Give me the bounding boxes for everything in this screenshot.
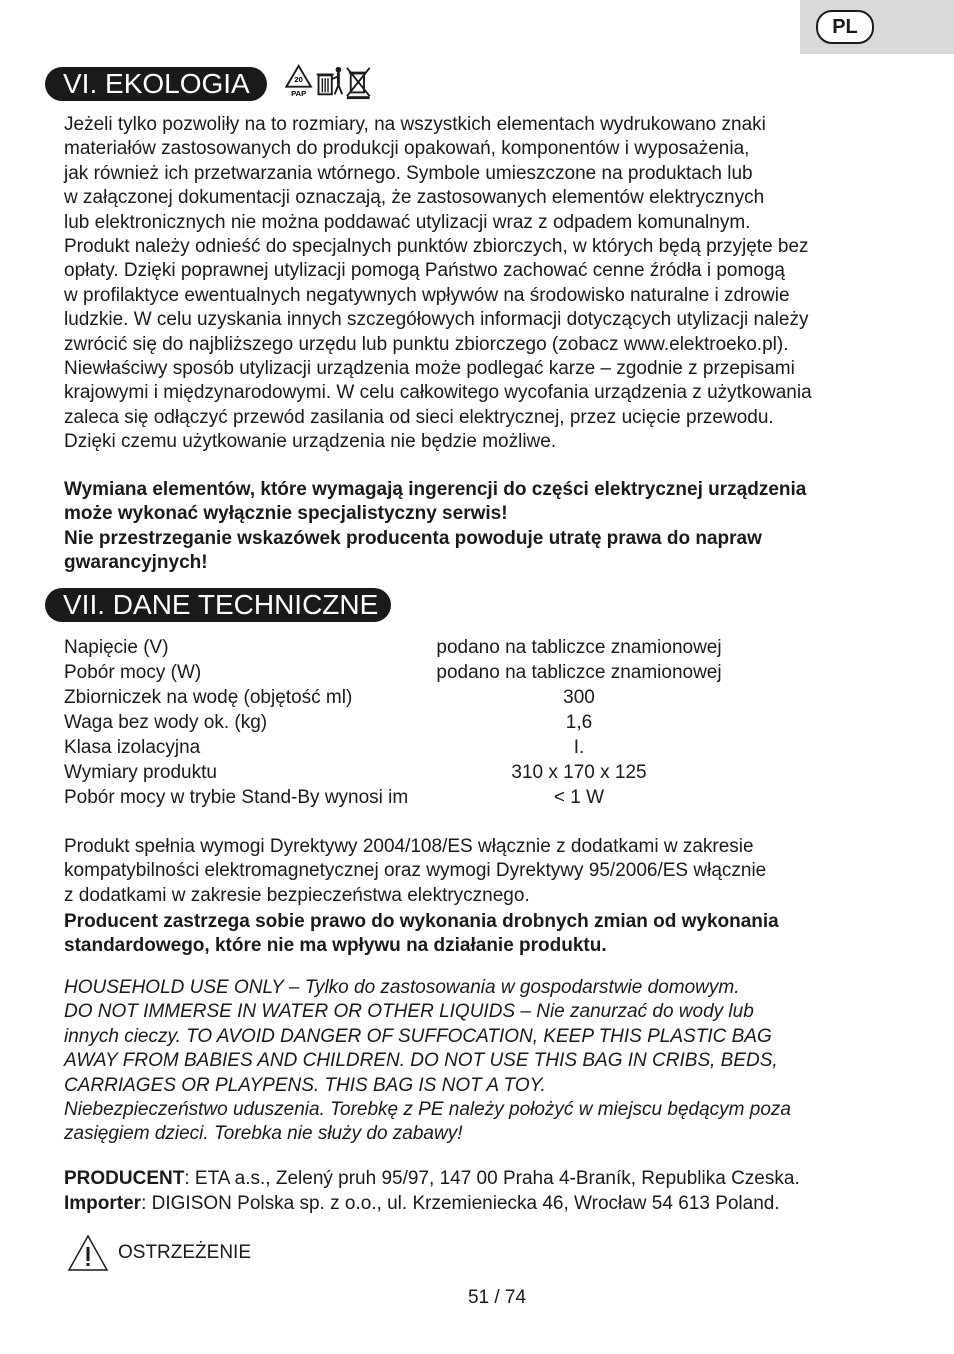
spec-label: Klasa izolacyjna [64,737,201,758]
importer-line [64,1192,884,1216]
spec-row [64,635,824,660]
safety-warning-text: HOUSEHOLD USE ONLY – Tylko do zastosowania w gospodarstwie domowym. DO NOT IMMERSE IN WATER OR OTHER LIQUIDS – Nie zanurzać do wody lub innych cieczy. TO AVOID DANGER OF SUFFOCATION, KEEP THIS PLASTIC BAG AWAY FROM BABIES AND CHILDREN. DO NOT USE THIS BAG IN CRIBS, BEDS, CARRIAGES OR PLAYPENS. THIS BAG IS NOT A TOY. Niebezpieczeństwo uduszenia. Torebkę z PE należy położyć w miejscu będącym poza zasięgiem dzieci. Torebka nie służy do zabawy! [64,977,791,1145]
directive-paragraph: Produkt spełnia wymogi Dyrektywy 2004/108/ES włącznie z dodatkami w zakresie kompatybilności elektromagnetycznej oraz wymogi Dyrektywy 95/2006/ES włącznie z dodatkami w zakresie bezpieczeństwa elektrycznego. [64,836,767,906]
section-heading-technical: VII. DANE TECHNICZNE [45,588,391,622]
importer-label: Importer [64,1193,142,1214]
ecology-paragraph: Jeżeli tylko pozwoliły na to rozmiary, na wszystkich elementach wydrukowano znaki materiałów zastosowanych do produkcji opakowań, komponentów i wyposażenia, jak również ich przetwarzania wtórnego. Symbole umieszczone na produktach lub w załączonej dokumentacji oznaczają, że zastosowanych elementów elektrycznych lub elektronicznych nie można poddawać utylizacji wraz z odpadem komunalnym. Produkt należy odnieść do specjalnych punktów zbiorczych, w których będą przyjęte bez opłaty. Dzięki poprawnej utylizacji pomogą Państwo zachować cenne źródła i pomogą w profilaktyce ewentualnych negatywnych wpływów na środowisko naturalne i zdrowie ludzkie. W celu uzyskania innych szczegółowych informacji dotyczących utylizacji należy zwrócić się do najbliższego urzędu lub punktu zbiorczego (zobacz www.elektroeko.pl). Niewłaściwy sposób utylizacji urządzenia może podlegać karze – zgodnie z przepisami krajowymi i międzynarodowymi. W celu całkowitego wycofania urządzenia z użytkowania zaleca się odłączyć przewód zasilania od sieci elektrycznej, przez ucięcie przewodu. Dzięki czemu użytkowanie urządzenia nie będzie możliwe. [64,114,812,453]
spec-row [64,760,824,785]
recycling-code: 20 [294,75,303,84]
warning-triangle-icon [67,1234,109,1272]
recycling-20-pap-icon [286,66,311,98]
spec-value: 300 [563,687,595,708]
producer-reserve-notice: Producent zastrzega sobie prawo do wykonania drobnych zmian od wykonania standardowego, które nie ma wpływu na działanie produktu. [64,911,779,957]
spec-row [64,785,824,810]
producer-line [64,1167,884,1191]
spec-label: Zbiorniczek na wodę (objętość ml) [64,687,353,708]
eco-symbols [282,64,374,100]
spec-label: Waga bez wody ok. (kg) [64,712,268,733]
section-heading-ecology: VI. EKOLOGIA [45,67,267,101]
spec-value: < 1 W [553,787,605,808]
spec-label: Napięcie (V) [64,637,169,658]
importer-address: : DIGISON Polska sp. z o.o., ul. Krzemieniecka 46, Wrocław 54 613 Poland. [141,1193,780,1214]
spec-value: I. [573,737,585,758]
spec-value: podano na tabliczce znamionowej [436,662,722,683]
spec-label: Wymiary produktu [64,762,217,783]
spec-value: 1,6 [565,712,593,733]
spec-row [64,685,824,710]
producer-label: PRODUCENT [64,1168,185,1189]
producer-address: : ETA a.s., Zelený pruh 95/97, 147 00 Praha 4-Braník, Republika Czeska. [184,1168,800,1189]
language-badge: PL [816,10,874,44]
spec-label: Pobór mocy (W) [64,662,202,683]
language-tab [800,0,954,54]
crossed-out-bin-icon [347,68,370,99]
warning-label: OSTRZEŻENIE [118,1242,252,1263]
spec-label: Pobór mocy w trybie Stand-By wynosi im [64,787,409,808]
spec-row [64,660,824,685]
spec-row [64,735,824,760]
spec-value: 310 x 170 x 125 [511,762,647,783]
page-number: 51 / 74 [467,1287,527,1308]
recycling-material: PAP [291,89,307,99]
spec-value: podano na tabliczce znamionowej [436,637,722,658]
service-notice: Wymiana elementów, które wymagają ingerencji do części elektrycznej urządzenia może wykonać wyłącznie specjalistyczny serwis! Nie przestrzeganie wskazówek producenta powoduje utratę prawa do napraw gwarancyjnych! [64,479,807,574]
waste-bin-icon [317,67,343,94]
spec-row [64,710,824,735]
